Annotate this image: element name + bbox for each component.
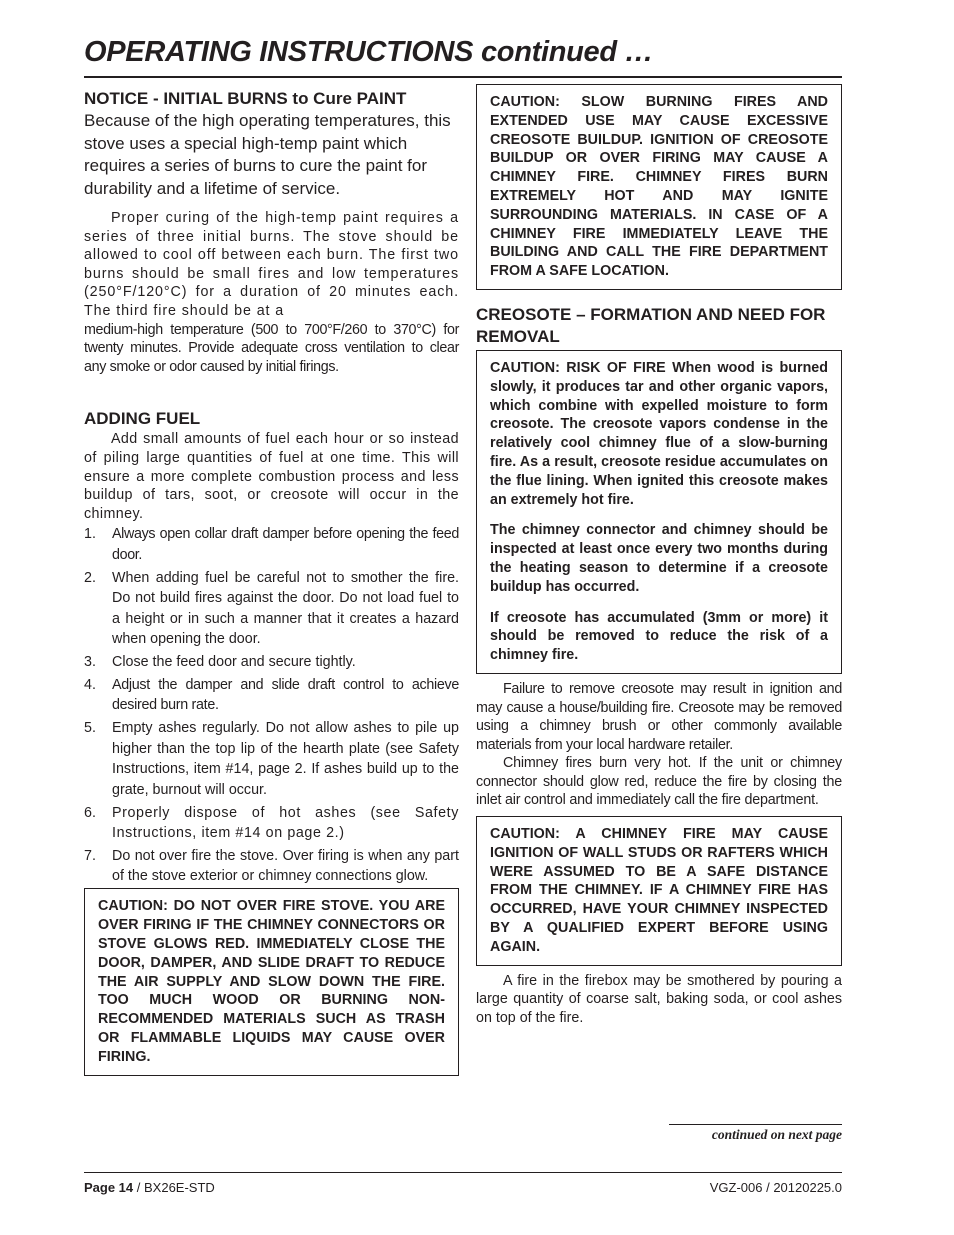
adding-fuel-heading: ADDING FUEL bbox=[84, 409, 201, 429]
step-number: 5. bbox=[84, 720, 96, 737]
continued-note: continued on next page bbox=[711, 1127, 842, 1142]
creosote-failure-paragraph: Failure to remove creosote may result in ignition and may cause a house/building fire. Creosote may be removed using a chimney brush or other commonly available materials from your local hardware retailer. bbox=[476, 680, 842, 753]
list-item bbox=[84, 803, 459, 844]
list-item bbox=[84, 524, 459, 565]
list-item bbox=[84, 568, 459, 650]
chimney-fire-paragraph: Chimney fires burn very hot. If the unit or chimney connector should glow red, reduce the fire by closing the inlet air control and immediately call the fire department. bbox=[476, 755, 842, 809]
caution-inspection-text: The chimney connector and chimney should be inspected at least once every two months during the heating season to determine if a creosote buildup has occurred. bbox=[490, 522, 828, 595]
caution-creosote-box bbox=[476, 350, 842, 674]
caution-creosote-text: CAUTION: RISK OF FIRE When wood is burned slowly, it produces tar and other organic vapors, which combine with expelled moisture to form creosote. The creosote vapors condense in the relatively cool chimney flue of a slow-burning fire. As a result, creosote residue accumulates on the flue lining. When ignited this creosote makes an extremely hot fire. bbox=[490, 359, 828, 508]
list-item bbox=[84, 718, 459, 800]
list-item bbox=[84, 675, 459, 716]
page-title: OPERATING INSTRUCTIONS continued … bbox=[84, 36, 654, 68]
step-number: 3. bbox=[84, 653, 96, 670]
model-number: / BX26E-STD bbox=[133, 1180, 215, 1195]
caution-chimney-fire-box bbox=[476, 816, 842, 966]
page-number: Page 14 bbox=[84, 1180, 134, 1195]
caution-removal-text: If creosote has accumulated (3mm or more) it should be removed to reduce the risk of a chimney fire. bbox=[490, 609, 828, 664]
step-text: Do not over fire the stove. Over firing is when any part of the stove exterior or chimney connections glow. bbox=[112, 847, 459, 885]
caution-slow-burning-text: CAUTION: SLOW BURNING FIRES AND EXTENDED USE MAY CAUSE EXCESSIVE CREOSOTE BUILDUP. IGNITION OF CREOSOTE BUILDUP OR OVER FIRING MAY CAUSE A CHIMNEY FIRE. CHIMNEY FIRES BURN EXTREMELY HOT AND MAY IGNITE SURROUNDING MATERIALS. IN CASE OF A CHIMNEY FIRE IMMEDIATELY LEAVE THE BUILDING AND CALL THE FIRE DEPARTMENT FROM A SAFE LOCATION. bbox=[490, 94, 828, 280]
curing-paragraph: Proper curing of the high-temp paint requires a series of three initial burns. The stove should be allowed to cool off between each burn. The first two burns should be small fires and low temperatures (250°F/120°C) for a duration of 20 minutes each. The third fire should be at a bbox=[84, 210, 459, 319]
step-number: 7. bbox=[84, 847, 96, 864]
notice-text: Because of the high operating temperatures, this stove uses a special high-temp paint which requires a series of burns to cure the paint for durability and a lifetime of service. bbox=[84, 111, 451, 198]
step-text: Empty ashes regularly. Do not allow ashes to pile up higher than the top lip of the hearth plate (see Safety Instructions, item #14, page 2. If ashes build up to the grate, burnout will occur. bbox=[112, 720, 459, 798]
adding-fuel-intro: Add small amounts of fuel each hour or so instead of piling large quantities of fuel at one time. This will ensure a more complete combustion process and less buildup of tars, soot, or creosote will occur in the chimney. bbox=[84, 431, 459, 522]
step-number: 4. bbox=[84, 676, 96, 693]
notice-title: NOTICE - INITIAL BURNS to Cure PAINT bbox=[84, 89, 407, 108]
curing-paragraph-continued: medium-high temperature (500 to 700°F/260 to 370°C) for twenty minutes. Provide adequate cross ventilation to clear any smoke or odor caused by initial firings. bbox=[84, 321, 459, 375]
step-text: Adjust the damper and slide draft control to achieve desired burn rate. bbox=[112, 676, 459, 714]
creosote-heading: CREOSOTE – FORMATION AND NEED FOR REMOVAL bbox=[476, 304, 826, 346]
left-column bbox=[84, 88, 459, 1076]
step-number: 6. bbox=[84, 804, 96, 821]
step-text: When adding fuel be careful not to smother the fire. Do not build fires against the door. Do not load fuel to a height or in such a manner that it creates a hazard when opening the door. bbox=[112, 569, 459, 647]
caution-chimney-fire-text: CAUTION: A CHIMNEY FIRE MAY CAUSE IGNITION OF WALL STUDS OR RAFTERS WHICH WERE ASSUMED TO BE A SAFE DISTANCE FROM THE CHIMNEY. IF A CHIMNEY FIRE HAS OCCURRED, HAVE YOUR CHIMNEY INSPECTED BY A QUALIFIED EXPERT BEFORE USING AGAIN. bbox=[490, 826, 828, 955]
step-text: Properly dispose of hot ashes (see Safety Instructions, item #14 on page 2.) bbox=[112, 804, 459, 841]
adding-fuel-steps bbox=[84, 524, 459, 886]
list-item bbox=[84, 652, 459, 672]
firebox-paragraph: A fire in the firebox may be smothered by pouring a large quantity of coarse salt, baking soda, or cool ashes on top of the fire. bbox=[476, 972, 842, 1026]
step-text: Always open collar draft damper before opening the feed door. bbox=[112, 526, 459, 563]
footer-page-info bbox=[84, 1180, 215, 1196]
footer-rule bbox=[84, 1172, 842, 1173]
step-number: 2. bbox=[84, 569, 96, 586]
caution-over-fire-box bbox=[84, 888, 459, 1075]
step-number: 1. bbox=[84, 526, 96, 543]
footer-doc-code: VGZ-006 / 20120225.0 bbox=[709, 1180, 842, 1195]
list-item bbox=[84, 846, 459, 887]
title-rule bbox=[84, 76, 842, 78]
continued-rule bbox=[669, 1124, 842, 1125]
caution-slow-burning-box bbox=[476, 84, 842, 290]
right-column bbox=[476, 84, 842, 1027]
step-text: Close the feed door and secure tightly. bbox=[112, 653, 356, 670]
caution-over-fire-text: CAUTION: DO NOT OVER FIRE STOVE. YOU ARE OVER FIRING IF THE CHIMNEY CONNECTORS OR STOVE GLOWS RED. IMMEDIATELY CLOSE THE DOOR, DAMPER, AND SLIDE DRAFT TO REDUCE THE AIR SUPPLY AND SLOW DOWN THE FIRE. TOO MUCH WOOD OR BURNING NON-RECOMMENDED MATERIALS SUCH AS TRASH OR FLAMMABLE LIQUIDS MAY CAUSE OVER FIRING. bbox=[98, 898, 445, 1065]
